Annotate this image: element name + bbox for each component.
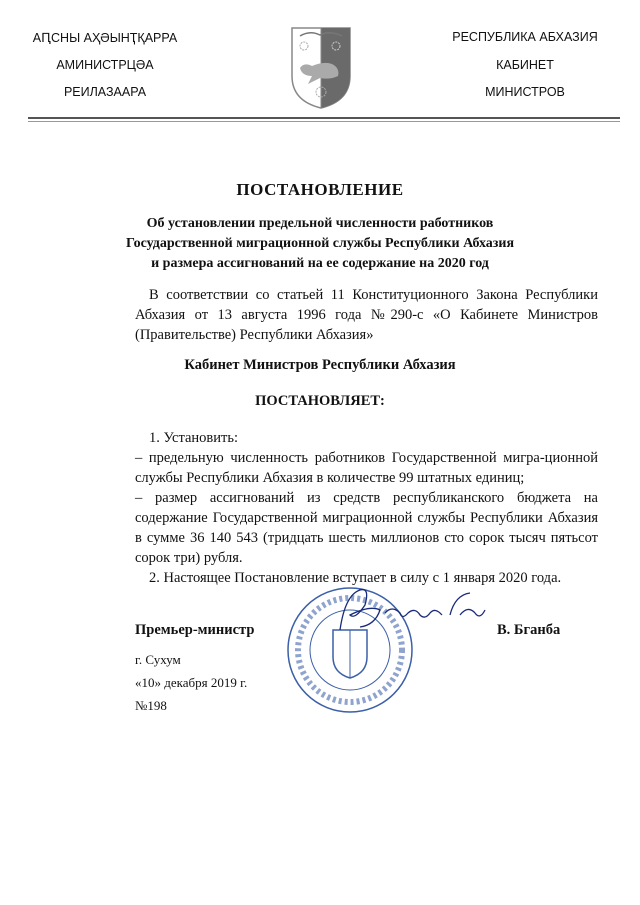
subtitle-line: и размера ассигнований на ее содержание на 2020 год bbox=[151, 256, 489, 271]
signer-title: Премьер-министр bbox=[135, 622, 255, 638]
document-meta bbox=[135, 648, 247, 717]
subtitle-line: Государственной миграционной службы Республики Абхазия bbox=[125, 236, 515, 251]
resolution-item: 1. Установить: bbox=[149, 430, 239, 446]
body-heading: Кабинет Министров Республики Абхазия bbox=[184, 357, 456, 373]
preamble bbox=[135, 285, 598, 345]
signature bbox=[330, 585, 500, 635]
date: «10» декабря 2019 г. bbox=[135, 675, 248, 690]
preamble-text: В соответствии со статьей 11 Конституционного Закона Республики Абхазия от 13 августа 1996 года №290-с «О Кабинете Министров (Правительстве) Республики Абхазия» bbox=[135, 287, 598, 343]
resolution-item: 2. Настоящее Постановление вступает в силу с 1 января 2020 года. bbox=[149, 570, 562, 586]
document-subtitle bbox=[0, 214, 640, 274]
city: г. Сухум bbox=[135, 652, 181, 667]
header-right-line: РЕСПУБЛИКА АБХАЗИЯ bbox=[452, 30, 598, 44]
resolution-items bbox=[135, 428, 598, 588]
subtitle-line: Об установлении предельной численности работников bbox=[146, 216, 494, 231]
resolution-item: – размер ассигнований из средств республиканского бюджета на содержание Государственной миграционной службы Республики Абхазия в сумме 36 140 543 (тридцать шесть миллионов сто сорок тысяч пятьсот сорок три) рубля. bbox=[135, 490, 598, 566]
header-divider bbox=[28, 117, 620, 119]
header-right-line: КАБИНЕТ bbox=[496, 58, 554, 72]
header-right-line: МИНИСТРОВ bbox=[485, 85, 565, 99]
coat-of-arms-emblem bbox=[290, 26, 352, 110]
document-number: №198 bbox=[135, 698, 167, 713]
header-divider bbox=[28, 121, 620, 122]
signer-name: В. Бганба bbox=[497, 622, 561, 638]
resolution-item: – предельную численность работников Государственной мигра-ционной службы Республики Абхазия в количестве 99 штатных единиц; bbox=[135, 450, 598, 486]
header-left-line: АԤСНЫ АҲӘЫНҬҚАРРА bbox=[32, 31, 178, 45]
document-title: ПОСТАНОВЛЕНИЕ bbox=[236, 180, 404, 199]
header-left-line: РЕИЛАЗААРА bbox=[63, 85, 147, 99]
header-left-line: АМИНИСТРЦӘА bbox=[56, 58, 154, 72]
resolves-heading: ПОСТАНОВЛЯЕТ: bbox=[255, 393, 385, 409]
